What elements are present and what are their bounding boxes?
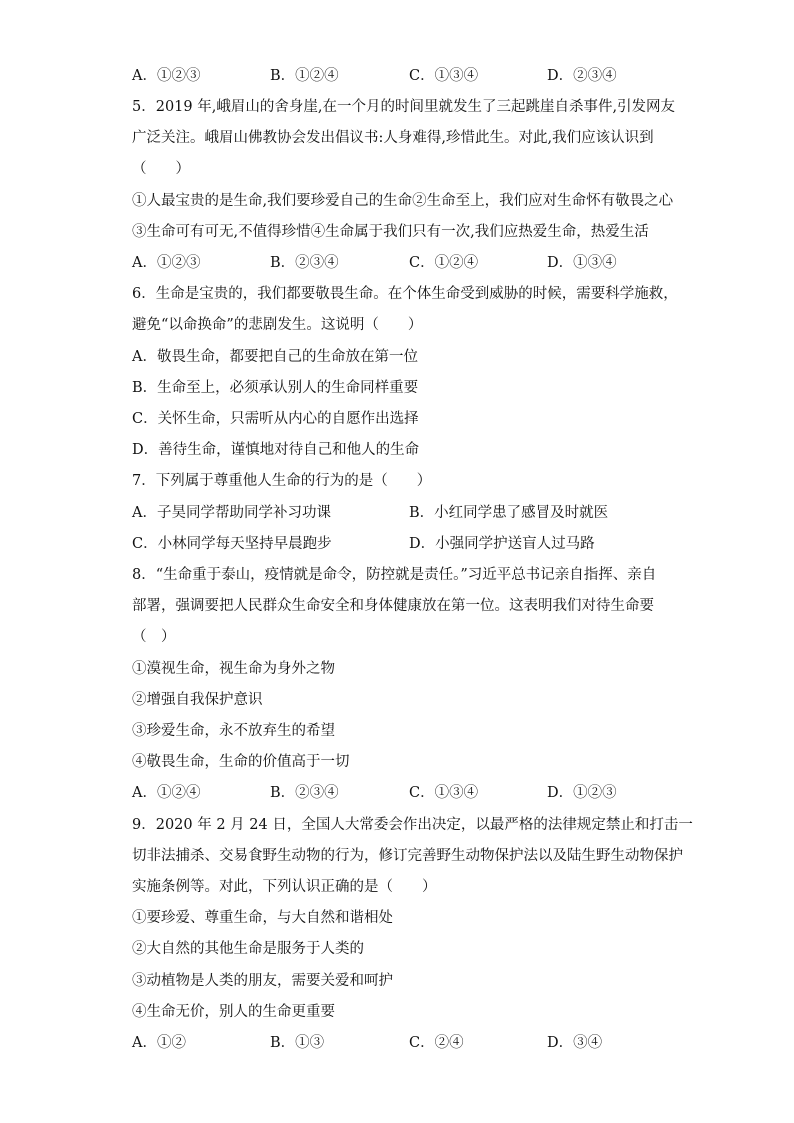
q8-answer-blank: （ ）	[132, 629, 176, 645]
q8-statement-2: ②增强自我保护意识	[132, 692, 263, 708]
q7-option-a[interactable]: A．子昊同学帮助同学补习功课	[132, 505, 331, 521]
q8-stem-line-2: 部署，强调要把人民群众生命安全和身体健康放在第一位。这表明我们对待生命要	[132, 598, 654, 614]
q5-option-c[interactable]: C．①②④	[409, 255, 479, 271]
q7-option-c[interactable]: C．小林同学每天坚持早晨跑步	[132, 536, 332, 552]
q8-option-c[interactable]: C．①③④	[409, 785, 479, 801]
q6-option-c[interactable]: C．关怀生命，只需听从内心的自愿作出选择	[132, 411, 419, 427]
q4-option-d[interactable]: D．②③④	[547, 68, 617, 84]
q8-statement-1: ①漠视生命，视生命为身外之物	[132, 661, 335, 677]
q9-statement-3: ③动植物是人类的朋友，需要关爱和呵护	[132, 973, 393, 989]
q5-statement-line-1: ①人最宝贵的是生命,我们要珍爱自己的生命②生命至上，我们应对生命怀有敬畏之心	[132, 193, 674, 209]
q4-option-a[interactable]: A．①②③	[132, 68, 201, 84]
q5-statement-line-2: ③生命可有可无,不值得珍惜④生命属于我们只有一次,我们应热爱生命，热爱生活	[132, 224, 649, 240]
q8-options	[132, 783, 672, 803]
q9-option-c[interactable]: C．②④	[409, 1035, 464, 1051]
q5-option-a[interactable]: A．①②③	[132, 255, 201, 271]
q9-statement-1: ①要珍爱、尊重生命，与大自然和谐相处	[132, 910, 393, 926]
q6-option-a[interactable]: A．敬畏生命，都要把自己的生命放在第一位	[132, 349, 418, 365]
q8-stem-line-1: 8．“生命重于泰山，疫情就是命令，防控就是责任。”习近平总书记亲自指挥、亲自	[132, 567, 657, 583]
q5-option-b[interactable]: B．②③④	[270, 255, 339, 271]
q7-stem: 7．下列属于尊重他人生命的行为的是（ ）	[132, 473, 432, 489]
q8-option-a[interactable]: A．①②④	[132, 785, 201, 801]
q7-option-d[interactable]: D．小强同学护送盲人过马路	[409, 536, 595, 552]
q9-stem-line-2: 切非法捕杀、交易食野生动物的行为，修订完善野生动物保护法以及陆生野生动物保护	[132, 848, 683, 864]
q4-option-b[interactable]: B．①②④	[270, 68, 339, 84]
q6-option-b[interactable]: B．生命至上，必须承认别人的生命同样重要	[132, 380, 419, 396]
q5-stem-line-2: 广泛关注。峨眉山佛教协会发出倡议书:人身难得,珍惜此生。对此,我们应该认识到	[132, 130, 654, 146]
q9-stem-line-3: 实施条例等。对此，下列认识正确的是（ ）	[132, 879, 437, 895]
q5-answer-blank: （ ）	[132, 161, 190, 177]
q4-option-c[interactable]: C．①③④	[409, 68, 479, 84]
q9-statement-4: ④生命无价，别人的生命更重要	[132, 1004, 335, 1020]
q7-option-b[interactable]: B．小红同学患了感冒及时就医	[409, 505, 609, 521]
q9-option-d[interactable]: D．③④	[547, 1035, 603, 1051]
q9-stem-line-1: 9．2020 年 2 月 24 日，全国人大常委会作出决定，以最严格的法律规定禁止和打击一	[132, 817, 693, 833]
q9-option-b[interactable]: B．①③	[270, 1035, 325, 1051]
q9-statement-2: ②大自然的其他生命是服务于人类的	[132, 941, 364, 957]
q8-statement-3: ③珍爱生命，永不放弃生的希望	[132, 723, 335, 739]
q7-options-row-1	[132, 503, 672, 523]
q8-option-b[interactable]: B．②③④	[270, 785, 339, 801]
q5-stem-line-1: 5．2019 年,峨眉山的舍身崖,在一个月的时间里就发生了三起跳崖自杀事件,引发网友	[132, 99, 676, 115]
q8-option-d[interactable]: D．①②③	[547, 785, 617, 801]
q6-option-d[interactable]: D．善待生命，谨慎地对待自己和他人的生命	[132, 442, 420, 458]
q6-stem-line-2: 避免“以命换命”的悲剧发生。这说明（ ）	[132, 317, 423, 333]
q5-options	[132, 253, 672, 273]
q7-options-row-2	[132, 534, 672, 554]
q9-options	[132, 1033, 672, 1053]
q9-option-a[interactable]: A．①②	[132, 1035, 186, 1051]
q4-options	[132, 66, 672, 86]
q6-stem-line-1: 6．生命是宝贵的，我们都要敬畏生命。在个体生命受到威胁的时候，需要科学施救，	[132, 286, 678, 302]
q5-option-d[interactable]: D．①③④	[547, 255, 617, 271]
q8-statement-4: ④敬畏生命，生命的价值高于一切	[132, 754, 350, 770]
